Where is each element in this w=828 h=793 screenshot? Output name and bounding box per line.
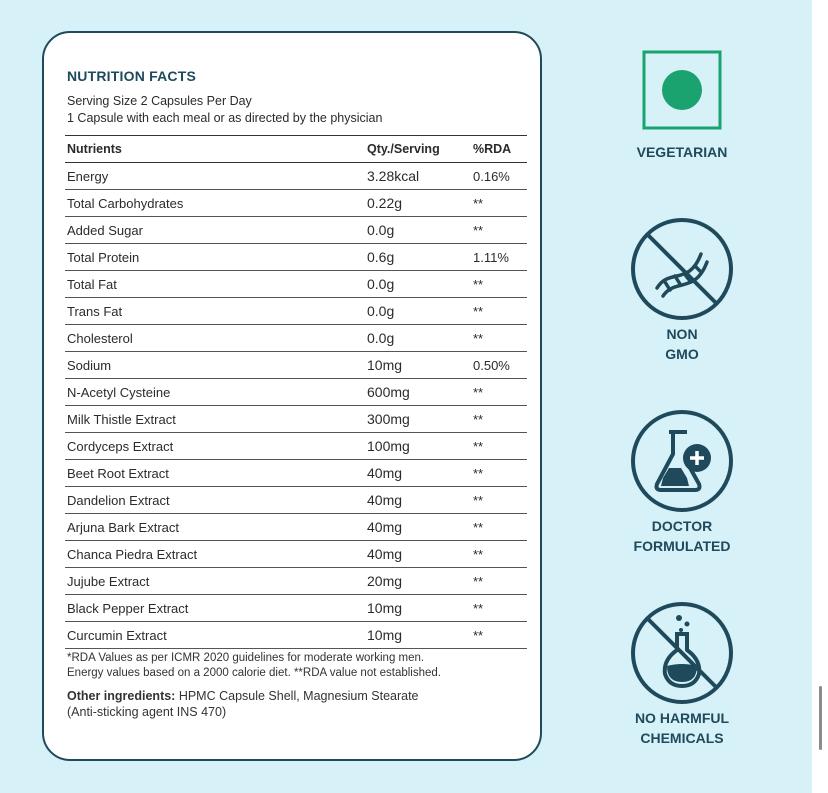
nutrient-name: Black Pepper Extract <box>65 595 365 622</box>
other-ingredients-line-1 <box>67 688 527 704</box>
nutrient-rda: ** <box>471 271 527 298</box>
chemicals-label-line-2: CHEMICALS <box>640 730 724 746</box>
header-rda: %RDA <box>471 136 527 163</box>
nutrient-qty: 10mg <box>365 352 471 379</box>
footnote-line-1: *RDA Values as per ICMR 2020 guidelines for moderate working men. <box>67 652 425 664</box>
non-gmo-label-line-1: NON <box>666 326 698 342</box>
nutrient-name: Beet Root Extract <box>65 460 365 487</box>
table-row <box>65 163 527 190</box>
footnote-line-2: Energy values based on a 2000 calorie diet. **RDA value not established. <box>67 667 441 679</box>
non-gmo-label-line-2: GMO <box>665 346 699 362</box>
table-row <box>65 460 527 487</box>
table-row <box>65 217 527 244</box>
table-row <box>65 568 527 595</box>
nutrient-rda: ** <box>471 541 527 568</box>
scrollbar-track[interactable] <box>812 0 828 793</box>
nutrition-title: NUTRITION FACTS <box>67 68 196 84</box>
vegetarian-icon <box>642 50 722 130</box>
nutrient-rda: ** <box>471 433 527 460</box>
nutrient-name: Milk Thistle Extract <box>65 406 365 433</box>
nutrient-name: Jujube Extract <box>65 568 365 595</box>
table-row <box>65 487 527 514</box>
nutrient-rda: ** <box>471 487 527 514</box>
nutrient-name: Chanca Piedra Extract <box>65 541 365 568</box>
table-row <box>65 514 527 541</box>
nutrient-name: Trans Fat <box>65 298 365 325</box>
nutrient-rda: ** <box>471 595 527 622</box>
no-harmful-chemicals-badge <box>592 600 772 748</box>
nutrient-qty: 40mg <box>365 541 471 568</box>
nutrient-rda: ** <box>471 217 527 244</box>
table-row <box>65 298 527 325</box>
doctor-label-line-2: FORMULATED <box>633 538 731 554</box>
nutrient-qty: 40mg <box>365 514 471 541</box>
nutrient-name: Cordyceps Extract <box>65 433 365 460</box>
other-ingredients <box>67 688 527 720</box>
nutrient-rda: ** <box>471 568 527 595</box>
table-row <box>65 244 527 271</box>
table-row <box>65 190 527 217</box>
nutrient-name: N-Acetyl Cysteine <box>65 379 365 406</box>
nutrient-name: Total Fat <box>65 271 365 298</box>
nutrient-rda: ** <box>471 406 527 433</box>
table-row <box>65 379 527 406</box>
nutrient-qty: 10mg <box>365 622 471 649</box>
nutrient-qty: 600mg <box>365 379 471 406</box>
flask-plus-icon <box>629 408 735 514</box>
scrollbar-thumb[interactable] <box>819 686 822 750</box>
table-row <box>65 352 527 379</box>
nutrient-name: Curcumin Extract <box>65 622 365 649</box>
serving-info <box>67 93 382 127</box>
nutrient-qty: 0.0g <box>365 217 471 244</box>
other-ingredients-label: Other ingredients: <box>67 689 176 703</box>
nutrition-table <box>65 135 527 649</box>
chemicals-label-line-1: NO HARMFUL <box>634 710 730 726</box>
nutrient-rda: ** <box>471 298 527 325</box>
non-gmo-badge <box>592 216 772 364</box>
table-row <box>65 271 527 298</box>
nutrient-qty: 0.0g <box>365 271 471 298</box>
table-row <box>65 622 527 649</box>
nutrient-qty: 10mg <box>365 595 471 622</box>
nutrient-rda: 1.11% <box>471 244 527 271</box>
no-dna-icon <box>629 216 735 322</box>
nutrient-qty: 0.0g <box>365 325 471 352</box>
table-header-row <box>65 136 527 163</box>
nutrient-name: Energy <box>65 163 365 190</box>
nutrient-rda: 0.50% <box>471 352 527 379</box>
rda-footnote <box>67 651 527 681</box>
nutrient-name: Total Carbohydrates <box>65 190 365 217</box>
vegetarian-badge <box>592 50 772 162</box>
doctor-formulated-badge <box>592 408 772 556</box>
vegetarian-label: VEGETARIAN <box>636 144 728 160</box>
header-qty: Qty./Serving <box>365 136 471 163</box>
nutrient-qty: 20mg <box>365 568 471 595</box>
nutrient-name: Cholesterol <box>65 325 365 352</box>
nutrient-qty: 0.22g <box>365 190 471 217</box>
table-row <box>65 325 527 352</box>
nutrient-qty: 0.0g <box>365 298 471 325</box>
serving-size: Serving Size 2 Capsules Per Day <box>67 94 252 108</box>
table-row <box>65 433 527 460</box>
table-row <box>65 541 527 568</box>
nutrient-name: Arjuna Bark Extract <box>65 514 365 541</box>
other-ingredients-line-2: (Anti-sticking agent INS 470) <box>67 705 227 719</box>
nutrient-qty: 0.6g <box>365 244 471 271</box>
nutrient-name: Dandelion Extract <box>65 487 365 514</box>
nutrient-qty: 100mg <box>365 433 471 460</box>
nutrient-rda: ** <box>471 460 527 487</box>
nutrient-rda: 0.16% <box>471 163 527 190</box>
no-chemical-icon <box>629 600 735 706</box>
nutrient-qty: 3.28kcal <box>365 163 471 190</box>
nutrient-qty: 40mg <box>365 460 471 487</box>
nutrient-rda: ** <box>471 514 527 541</box>
nutrient-name: Sodium <box>65 352 365 379</box>
header-nutrients: Nutrients <box>65 136 365 163</box>
nutrient-rda: ** <box>471 325 527 352</box>
serving-directions: 1 Capsule with each meal or as directed by the physician <box>67 111 383 125</box>
table-row <box>65 406 527 433</box>
nutrient-qty: 40mg <box>365 487 471 514</box>
nutrient-name: Total Protein <box>65 244 365 271</box>
nutrient-rda: ** <box>471 622 527 649</box>
nutrient-qty: 300mg <box>365 406 471 433</box>
nutrient-rda: ** <box>471 190 527 217</box>
nutrition-facts-card <box>42 31 542 761</box>
nutrient-name: Added Sugar <box>65 217 365 244</box>
nutrient-rda: ** <box>471 379 527 406</box>
doctor-label-line-1: DOCTOR <box>651 518 713 534</box>
other-ingredients-text: HPMC Capsule Shell, Magnesium Stearate <box>175 689 419 703</box>
table-row <box>65 595 527 622</box>
